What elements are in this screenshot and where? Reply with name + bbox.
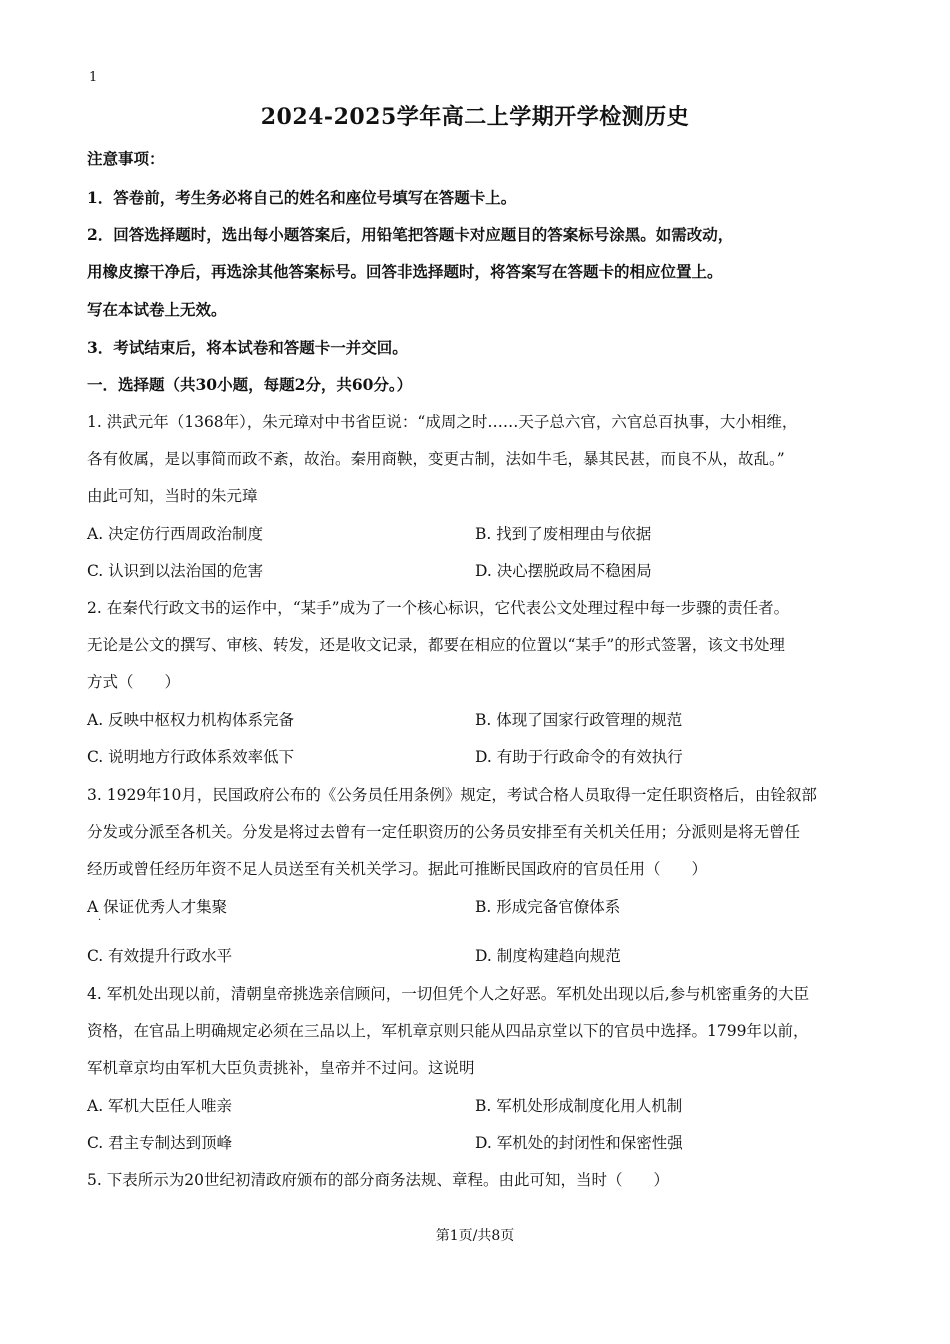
question-3-option-d[interactable]: D. 制度构建趋向规范 xyxy=(475,947,621,965)
page-marker: 1 xyxy=(89,70,98,85)
question-1-option-a[interactable]: A. 决定仿行西周政治制度 xyxy=(87,525,264,543)
question-3-option-b[interactable]: B. 形成完备官僚体系 xyxy=(475,898,621,916)
page-footer: 第1页/共8页 xyxy=(435,1228,515,1244)
question-4-option-c[interactable]: C. 君主专制达到顶峰 xyxy=(87,1134,233,1152)
notice-item: 3．考试结束后，将本试卷和答题卡一并交回。 xyxy=(87,338,408,357)
question-1-text: 各有攸属，是以事简而政不紊，故治。秦用商鞅，变更古制，法如牛毛，暴其民甚，而良不从，故乱。” xyxy=(87,450,785,468)
question-2-text: 无论是公文的撰写、审核、转发，还是收文记录，都要在相应的位置以“某手”的形式签署，该文书处理 xyxy=(87,636,785,654)
question-1-text: 1. 洪武元年（1368年），朱元璋对中书省臣说：“成周之时……天子总六官，六官总百执事，大小相维， xyxy=(87,413,798,431)
question-4-option-b[interactable]: B. 军机处形成制度化用人机制 xyxy=(475,1097,683,1115)
question-2-option-a[interactable]: A. 反映中枢权力机构体系完备 xyxy=(87,711,295,729)
question-3-text: 分发或分派至各机关。分发是将过去曾有一定任职资历的公务员安排至有关机关任用；分派则是将无曾任 xyxy=(87,823,801,841)
question-4-text: 4. 军机处出现以前，清朝皇帝挑选亲信顾问，一切但凭个人之好恶。军机处出现以后,参与机密重务的大臣 xyxy=(87,985,810,1003)
notice-item: 用橡皮擦干净后，再选涂其他答案标号。回答非选择题时，将答案写在答题卡的相应位置上。 xyxy=(87,262,723,281)
question-3-option-c[interactable]: C. 有效提升行政水平 xyxy=(87,947,233,965)
section-heading: 一．选择题（共30小题，每题2分，共60分。） xyxy=(87,375,413,394)
decorative-dot: · xyxy=(98,915,102,926)
question-2-option-b[interactable]: B. 体现了国家行政管理的规范 xyxy=(475,711,683,729)
question-2-option-d[interactable]: D. 有助于行政命令的有效执行 xyxy=(475,748,683,766)
notice-heading: 注意事项： xyxy=(87,149,165,168)
question-4-text: 军机章京均由军机大臣负责挑补，皇帝并不过问。这说明 xyxy=(87,1059,475,1077)
question-1-option-c[interactable]: C. 认识到以法治国的危害 xyxy=(87,562,264,580)
question-5-text: 5. 下表所示为20世纪初清政府颁布的部分商务法规、章程。由此可知，当时（ ） xyxy=(87,1171,669,1189)
question-3-text: 经历或曾任经历年资不足人员送至有关机关学习。据此可推断民国政府的官员任用（ ） xyxy=(87,860,708,878)
question-1-option-d[interactable]: D. 决心摆脱政局不稳困局 xyxy=(475,562,652,580)
page-title: 2024-2025学年高二上学期开学检测历史 xyxy=(260,104,690,130)
notice-item: 2．回答选择题时，选出每小题答案后，用铅笔把答题卡对应题目的答案标号涂黑。如需改动， xyxy=(87,225,734,244)
question-2-option-c[interactable]: C. 说明地方行政体系效率低下 xyxy=(87,748,295,766)
question-1-text: 由此可知，当时的朱元璋 xyxy=(87,487,258,505)
question-2-text: 2. 在秦代行政文书的运作中，“某手”成为了一个核心标识，它代表公文处理过程中每一步骤的责任者。 xyxy=(87,599,790,617)
notice-item: 1．答卷前，考生务必将自己的姓名和座位号填写在答题卡上。 xyxy=(87,188,517,207)
question-3-text: 3. 1929年10月，民国政府公布的《公务员任用条例》规定，考试合格人员取得一定任职资格后，由铨叙部 xyxy=(87,786,817,804)
question-1-option-b[interactable]: B. 找到了废相理由与依据 xyxy=(475,525,652,543)
question-4-option-d[interactable]: D. 军机处的封闭性和保密性强 xyxy=(475,1134,683,1152)
question-4-text: 资格，在官品上明确规定必须在三品以上，军机章京则只能从四品京堂以下的官员中选择。1799年以前， xyxy=(87,1022,809,1040)
question-4-option-a[interactable]: A. 军机大臣任人唯亲 xyxy=(87,1097,233,1115)
notice-item: 写在本试卷上无效。 xyxy=(87,300,227,319)
question-2-text: 方式（ ） xyxy=(87,673,181,691)
question-3-option-a[interactable]: A 保证优秀人才集聚 xyxy=(87,898,228,916)
